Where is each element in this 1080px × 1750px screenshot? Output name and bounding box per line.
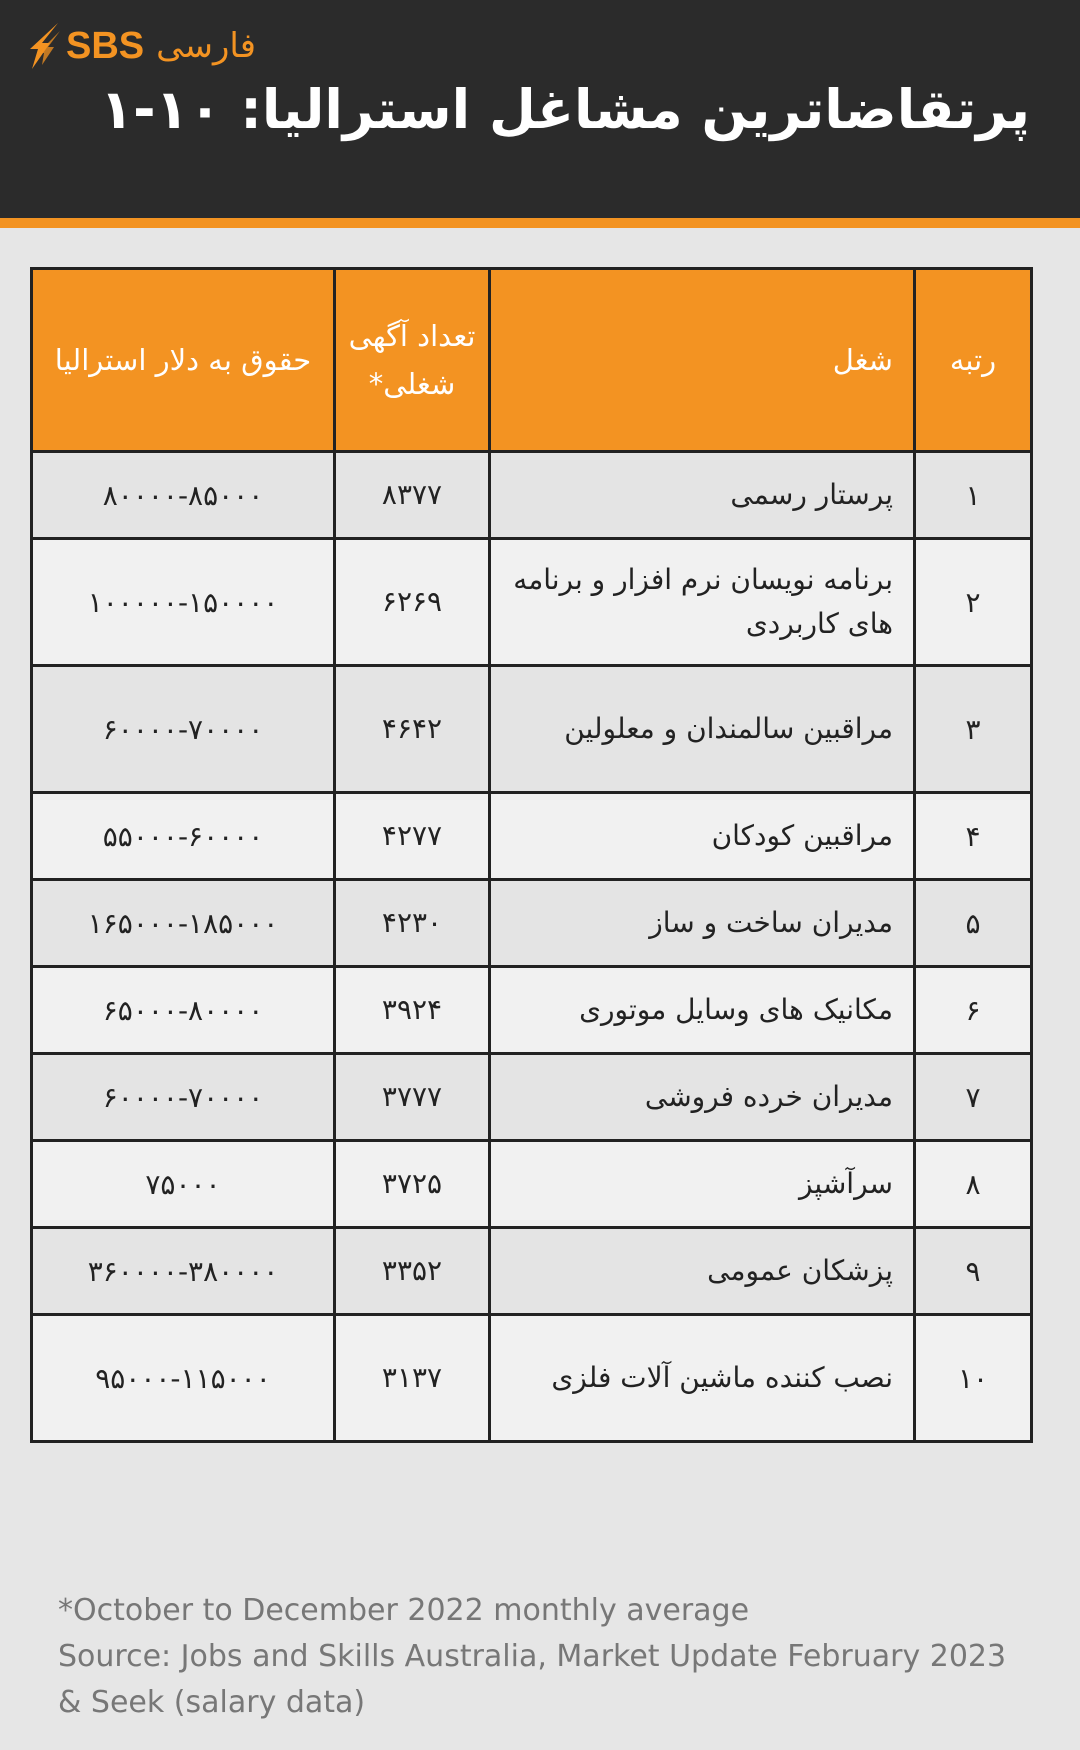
- job-cell: سرآشپز: [490, 1141, 915, 1228]
- rank-cell: ۱۰: [915, 1315, 1032, 1442]
- rank-cell: ۵: [915, 880, 1032, 967]
- rank-cell: ۸: [915, 1141, 1032, 1228]
- header-accent-bar: [0, 218, 1080, 228]
- rank-cell: ۱: [915, 452, 1032, 539]
- table-row: [32, 1315, 1032, 1442]
- rank-cell: ۹: [915, 1228, 1032, 1315]
- table-row: [32, 539, 1032, 666]
- job-cell: مکانیک های وسایل موتوری: [490, 967, 915, 1054]
- count-cell: ۶۲۶۹: [335, 539, 490, 666]
- count-cell: ۴۶۴۲: [335, 666, 490, 793]
- footer-note-average: *October to December 2022 monthly average: [58, 1593, 750, 1628]
- count-cell: ۴۲۳۰: [335, 880, 490, 967]
- table-row: [32, 880, 1032, 967]
- header-rank: رتبه: [915, 269, 1032, 452]
- table-header-row: [32, 269, 1032, 452]
- footer-note-salary-source: & Seek (salary data): [58, 1685, 366, 1720]
- sbs-logo: [28, 18, 256, 74]
- jobs-table-container: [30, 267, 1033, 1443]
- rank-cell: ۲: [915, 539, 1032, 666]
- footer-note-source: Source: Jobs and Skills Australia, Market Update February 2023: [58, 1639, 1007, 1674]
- header-salary: حقوق به دلار استرالیا: [32, 269, 335, 452]
- salary-cell: ۸۰۰۰۰-۸۵۰۰۰: [32, 452, 335, 539]
- job-cell: مراقبین کودکان: [490, 793, 915, 880]
- salary-cell: ۳۶۰۰۰۰-۳۸۰۰۰۰: [32, 1228, 335, 1315]
- salary-cell: ۱۶۵۰۰۰-۱۸۵۰۰۰: [32, 880, 335, 967]
- count-cell: ۴۲۷۷: [335, 793, 490, 880]
- header-job: شغل: [490, 269, 915, 452]
- job-cell: پرستار رسمی: [490, 452, 915, 539]
- count-cell: ۳۹۲۴: [335, 967, 490, 1054]
- job-cell: مراقبین سالمندان و معلولین: [490, 666, 915, 793]
- job-cell: برنامه نویسان نرم افزار و برنامه های کاربردی: [490, 539, 915, 666]
- count-cell: ۸۳۷۷: [335, 452, 490, 539]
- job-cell: مدیران ساخت و ساز: [490, 880, 915, 967]
- job-cell: مدیران خرده فروشی: [490, 1054, 915, 1141]
- rank-cell: ۳: [915, 666, 1032, 793]
- job-cell: نصب کننده ماشین آلات فلزی: [490, 1315, 915, 1442]
- table-row: [32, 967, 1032, 1054]
- salary-cell: ۵۵۰۰۰-۶۰۰۰۰: [32, 793, 335, 880]
- count-cell: ۳۷۲۵: [335, 1141, 490, 1228]
- table-row: [32, 452, 1032, 539]
- salary-cell: ۷۵۰۰۰: [32, 1141, 335, 1228]
- rank-cell: ۴: [915, 793, 1032, 880]
- sbs-starburst-icon: [28, 21, 62, 71]
- logo-sbs-text: SBS: [66, 24, 145, 67]
- job-cell: پزشکان عمومی: [490, 1228, 915, 1315]
- count-cell: ۳۳۵۲: [335, 1228, 490, 1315]
- salary-cell: ۹۵۰۰۰-۱۱۵۰۰۰: [32, 1315, 335, 1442]
- header: [0, 0, 1080, 218]
- table-row: [32, 1141, 1032, 1228]
- rank-cell: ۷: [915, 1054, 1032, 1141]
- rank-cell: ۶: [915, 967, 1032, 1054]
- table-row: [32, 1228, 1032, 1315]
- salary-cell: ۱۰۰۰۰۰-۱۵۰۰۰۰: [32, 539, 335, 666]
- salary-cell: ۶۰۰۰۰-۷۰۰۰۰: [32, 666, 335, 793]
- salary-cell: ۶۵۰۰۰-۸۰۰۰۰: [32, 967, 335, 1054]
- page-title: پرتقاضاترین مشاغل استرالیا: ۱۰-۱: [100, 78, 1030, 141]
- logo-language-label: فارسی: [156, 26, 256, 66]
- table-row: [32, 666, 1032, 793]
- salary-cell: ۶۰۰۰۰-۷۰۰۰۰: [32, 1054, 335, 1141]
- table-row: [32, 1054, 1032, 1141]
- header-count: تعداد آگهی شغلی*: [335, 269, 490, 452]
- jobs-table: [30, 267, 1033, 1443]
- footer-notes: [58, 1588, 1058, 1726]
- count-cell: ۳۷۷۷: [335, 1054, 490, 1141]
- table-row: [32, 793, 1032, 880]
- count-cell: ۳۱۳۷: [335, 1315, 490, 1442]
